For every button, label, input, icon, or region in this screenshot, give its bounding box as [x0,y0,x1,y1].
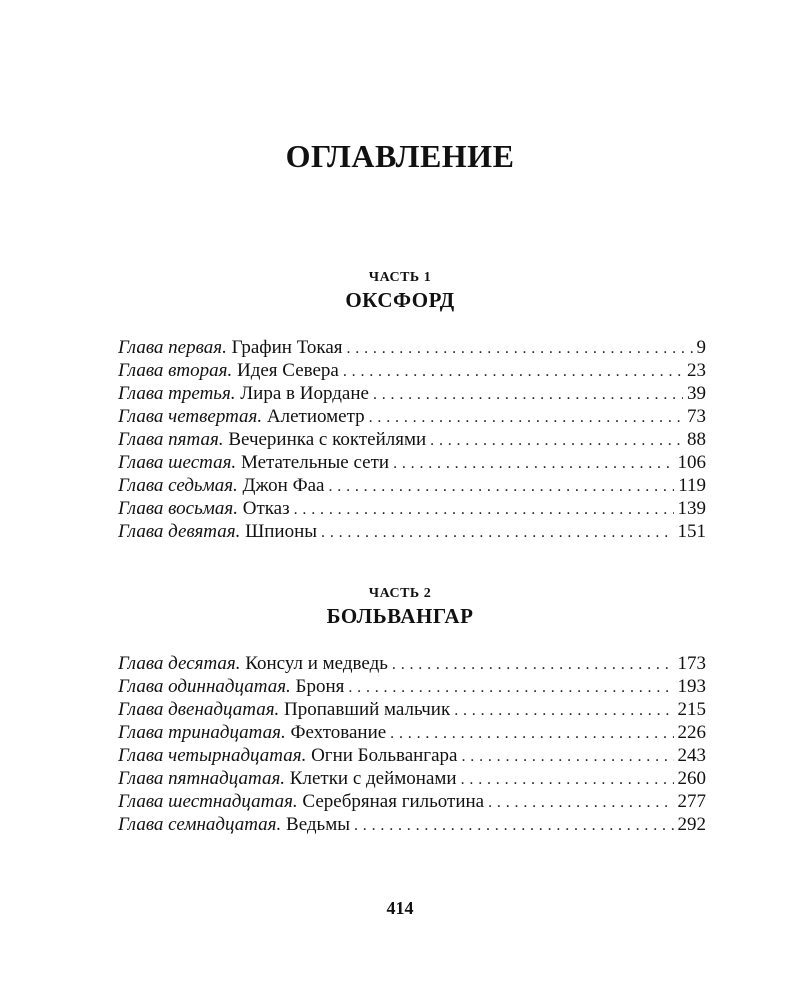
dot-leader [430,428,683,451]
chapter-page-number: 260 [677,768,706,789]
dot-leader [321,520,673,543]
toc-entry [118,652,706,675]
chapter-title: Ведьмы [286,814,350,835]
page-number: 414 [386,898,414,918]
chapter-page-number: 173 [677,653,706,674]
chapter-title: Шпионы [245,521,318,542]
part-label: ЧАСТЬ 2 [368,586,432,601]
toc-entry [118,767,706,790]
chapter-list [118,652,706,836]
chapter-label: Глава восьмая. [118,498,238,519]
chapter-page-number: 193 [677,676,706,697]
part-heading [0,586,800,629]
dot-leader [369,405,683,428]
chapter-label: Глава третья. [118,383,236,404]
toc-entry [118,359,706,382]
chapter-title: Фехтование [290,722,387,743]
toc-entry [118,497,706,520]
chapter-label: Глава двенадцатая. [118,699,280,720]
dot-leader [454,698,673,721]
dot-leader [343,359,683,382]
dot-leader [328,474,674,497]
chapter-page-number: 88 [687,429,706,450]
dot-leader [390,721,673,744]
chapter-title: Огни Больвангара [311,745,458,766]
chapter-label: Глава одиннадцатая. [118,676,291,697]
chapter-page-number: 139 [677,498,706,519]
toc-entry [118,744,706,767]
toc-entry [118,721,706,744]
chapter-title: Консул и медведь [245,653,388,674]
chapter-label: Глава пятнадцатая. [118,768,286,789]
toc-entry [118,336,706,359]
toc-entry [118,428,706,451]
chapter-page-number: 39 [687,383,706,404]
chapter-page-number: 243 [677,745,706,766]
chapter-label: Глава десятая. [118,653,241,674]
chapter-label: Глава тринадцатая. [118,722,286,743]
dot-leader [461,767,674,790]
chapter-label: Глава седьмая. [118,475,238,496]
chapter-title: Клетки с деймонами [289,768,457,789]
toc-entry [118,520,706,543]
chapter-page-number: 23 [687,360,706,381]
part-name: ОКСФОРД [345,288,455,312]
chapter-label: Глава вторая. [118,360,233,381]
dot-leader [348,675,673,698]
dot-leader [393,451,673,474]
chapter-title: Вечеринка с коктейлями [228,429,427,450]
chapter-label: Глава четвертая. [118,406,263,427]
toc-entry [118,474,706,497]
chapter-page-number: 292 [677,814,706,835]
toc-entry [118,405,706,428]
chapter-page-number: 226 [677,722,706,743]
toc-entry [118,698,706,721]
chapter-title: Джон Фаа [242,475,325,496]
part-name: БОЛЬВАНГАР [326,604,474,628]
chapter-page-number: 215 [677,699,706,720]
chapter-label: Глава семнадцатая. [118,814,282,835]
chapter-label: Глава шестая. [118,452,237,473]
part-label: ЧАСТЬ 1 [368,270,432,285]
chapter-page-number: 277 [677,791,706,812]
chapter-title: Лира в Иордане [240,383,369,404]
chapter-label: Глава четырнадцатая. [118,745,307,766]
dot-leader [347,336,693,359]
chapter-page-number: 73 [687,406,706,427]
toc-entry [118,813,706,836]
chapter-title: Пропавший мальчик [284,699,451,720]
page-title: ОГЛАВЛЕНИЕ [285,138,515,174]
part-heading [0,270,800,313]
chapter-title: Графин Токая [231,337,343,358]
toc-entry [118,790,706,813]
dot-leader [392,652,674,675]
toc-entry [118,382,706,405]
dot-leader [294,497,674,520]
chapter-title: Метательные сети [240,452,390,473]
chapter-page-number: 106 [677,452,706,473]
chapter-label: Глава шестнадцатая. [118,791,298,812]
chapter-page-number: 119 [678,475,706,496]
chapter-title: Отказ [242,498,290,519]
chapter-title: Серебряная гильотина [302,791,485,812]
dot-leader [488,790,673,813]
chapter-label: Глава пятая. [118,429,224,450]
dot-leader [354,813,674,836]
chapter-list [118,336,706,543]
chapter-label: Глава девятая. [118,521,241,542]
chapter-title: Идея Севера [236,360,339,381]
chapter-page-number: 9 [696,337,706,358]
dot-leader [373,382,683,405]
toc-entry [118,451,706,474]
chapter-page-number: 151 [677,521,706,542]
dot-leader [461,744,673,767]
chapter-title: Алетиометр [266,406,365,427]
chapter-title: Броня [295,676,345,697]
chapter-label: Глава первая. [118,337,227,358]
toc-entry [118,675,706,698]
